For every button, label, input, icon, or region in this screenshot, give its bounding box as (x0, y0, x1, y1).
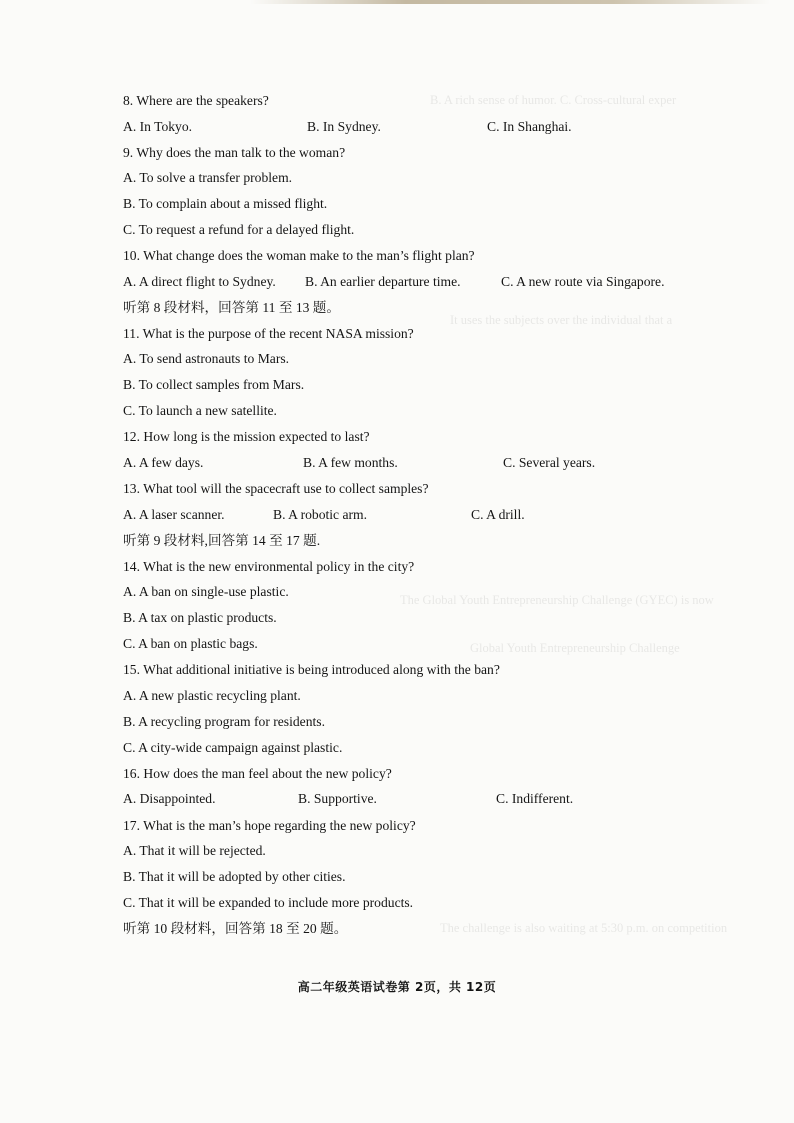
bleed-through: It uses the subjects over the individual that a (450, 313, 673, 327)
answer-option: A. A ban on single-use plastic. (123, 584, 289, 600)
answer-option: C. A new route via Singapore. (501, 274, 665, 289)
answer-option: C. A ban on plastic bags. (123, 636, 258, 652)
answer-option: A. Disappointed. (123, 791, 216, 807)
answer-option: A. A direct flight to Sydney. (123, 274, 276, 289)
page-footer: 高二年级英语试卷第 2页，共 12页 (297, 980, 497, 994)
answer-option: B. An earlier departure time. (305, 274, 461, 289)
question-text: 9. Why does the man talk to the woman? (123, 144, 346, 160)
bleed-through: B. A rich sense of humor. C. Cross-cultural exper (430, 93, 677, 107)
answer-option: B. That it will be adopted by other cities. (123, 869, 346, 885)
answer-option: A. A new plastic recycling plant. (123, 687, 301, 703)
answer-option: C. Several years. (503, 455, 596, 470)
answer-option: A. A laser scanner. (123, 506, 225, 522)
answer-option: A. A few days. (123, 455, 204, 470)
question-text: 11. What is the purpose of the recent NASA mission? (123, 325, 414, 341)
bleed-through: The challenge is also waiting at 5:30 p.m. on competition (440, 921, 728, 935)
section-heading: 听第 8 段材料，回答第 11 至 13 题。 (123, 300, 340, 316)
answer-option: B. Supportive. (298, 791, 377, 807)
question-text: 13. What tool will the spacecraft use to collect samples? (123, 481, 429, 497)
answer-option: B. To complain about a missed flight. (123, 196, 328, 212)
answer-option: C. Indifferent. (496, 791, 574, 807)
question-text: 12. How long is the mission expected to last? (123, 429, 370, 445)
question-text: 15. What additional initiative is being introduced along with the ban? (123, 662, 500, 678)
answer-option: A. To send astronauts to Mars. (123, 351, 290, 367)
bleed-through: The Global Youth Entrepreneurship Challenge (GYEC) is now (400, 593, 714, 607)
answer-option: A. That it will be rejected. (123, 843, 266, 859)
answer-option: B. In Sydney. (307, 118, 381, 134)
question-text: 10. What change does the woman make to the man’s flight plan? (123, 248, 475, 264)
answer-option: B. To collect samples from Mars. (123, 377, 305, 393)
answer-option: A. To solve a transfer problem. (123, 170, 293, 186)
answer-option: C. In Shanghai. (487, 118, 572, 134)
question-text: 8. Where are the speakers? (123, 93, 269, 108)
answer-option: B. A recycling program for residents. (123, 713, 325, 729)
answer-option: C. A drill. (471, 506, 525, 522)
section-heading: 听第 10 段材料，回答第 18 至 20 题。 (123, 921, 348, 937)
question-text: 17. What is the man’s hope regarding the new policy? (123, 817, 416, 833)
question-text: 16. How does the man feel about the new policy? (123, 765, 392, 781)
section-heading: 听第 9 段材料,回答第 14 至 17 题. (123, 533, 321, 548)
answer-option: A. In Tokyo. (123, 118, 193, 134)
bleed-through: Global Youth Entrepreneurship Challenge (470, 641, 680, 655)
answer-option: B. A robotic arm. (273, 506, 368, 522)
answer-option: C. A city-wide campaign against plastic. (123, 739, 343, 755)
question-text: 14. What is the new environmental policy in the city? (123, 558, 415, 574)
answer-option: C. To request a refund for a delayed flight. (123, 222, 355, 238)
answer-option: B. A tax on plastic products. (123, 610, 277, 626)
answer-option: C. To launch a new satellite. (123, 403, 277, 419)
answer-option: B. A few months. (303, 455, 398, 470)
answer-option: C. That it will be expanded to include more products. (123, 895, 414, 911)
